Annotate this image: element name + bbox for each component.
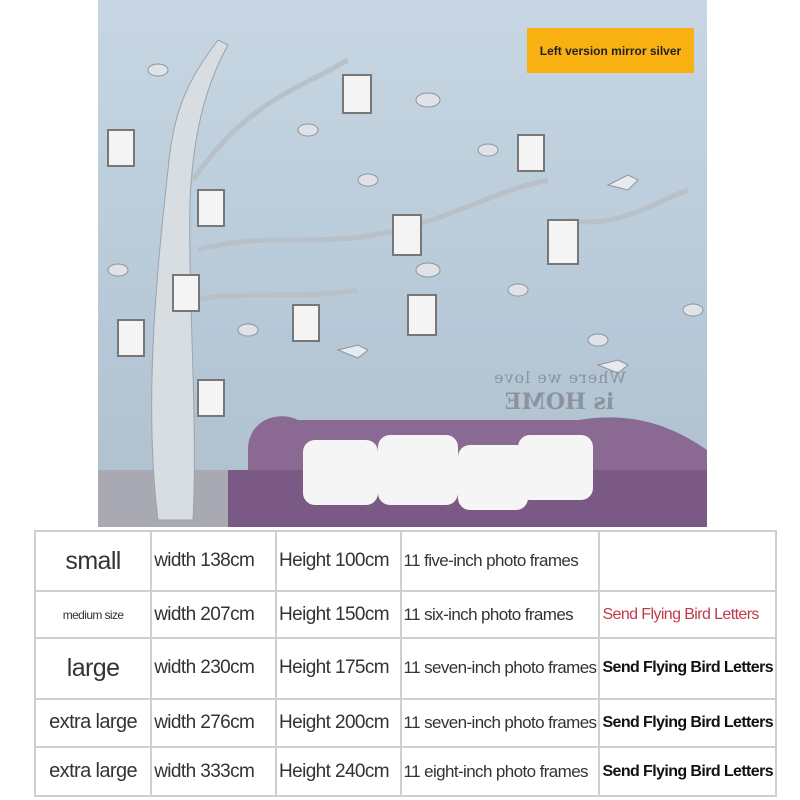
table-row — [35, 638, 776, 698]
width-cell: width 138cm — [151, 531, 276, 591]
frames-cell: 11 six-inch photo frames — [401, 591, 600, 638]
table-row — [35, 531, 776, 591]
wall-lettering — [493, 368, 626, 415]
gift-cell: Send Flying Bird Letters — [599, 747, 776, 796]
gift-cell: Send Flying Bird Letters — [599, 699, 776, 748]
frames-cell: 11 seven-inch photo frames — [401, 699, 600, 748]
version-badge: Left version mirror silver — [527, 28, 694, 73]
width-cell: width 230cm — [151, 638, 276, 698]
size-cell: medium size — [35, 591, 151, 638]
gift-cell: Send Flying Bird Letters — [599, 591, 776, 638]
tree-wall-sticker-scene — [98, 0, 707, 527]
table-row — [35, 699, 776, 748]
width-cell: width 207cm — [151, 591, 276, 638]
height-cell: Height 150cm — [276, 591, 401, 638]
size-cell: extra large — [35, 699, 151, 748]
frames-cell: 11 seven-inch photo frames — [401, 638, 600, 698]
height-cell: Height 175cm — [276, 638, 401, 698]
gift-cell — [599, 531, 776, 591]
height-cell: Height 200cm — [276, 699, 401, 748]
width-cell: width 276cm — [151, 699, 276, 748]
frames-cell: 11 eight-inch photo frames — [401, 747, 600, 796]
size-cell: large — [35, 638, 151, 698]
wall-lettering-line1: Where we love — [493, 368, 626, 387]
table-row — [35, 747, 776, 796]
height-cell: Height 240cm — [276, 747, 401, 796]
frames-cell: 11 five-inch photo frames — [401, 531, 600, 591]
product-photo — [98, 0, 707, 527]
table-row — [35, 591, 776, 638]
wall-lettering-line2: is HOME — [504, 389, 615, 415]
size-cell: extra large — [35, 747, 151, 796]
pillows — [303, 435, 593, 510]
width-cell: width 333cm — [151, 747, 276, 796]
height-cell: Height 100cm — [276, 531, 401, 591]
gift-cell: Send Flying Bird Letters — [599, 638, 776, 698]
size-cell: small — [35, 531, 151, 591]
size-spec-table — [34, 530, 777, 797]
